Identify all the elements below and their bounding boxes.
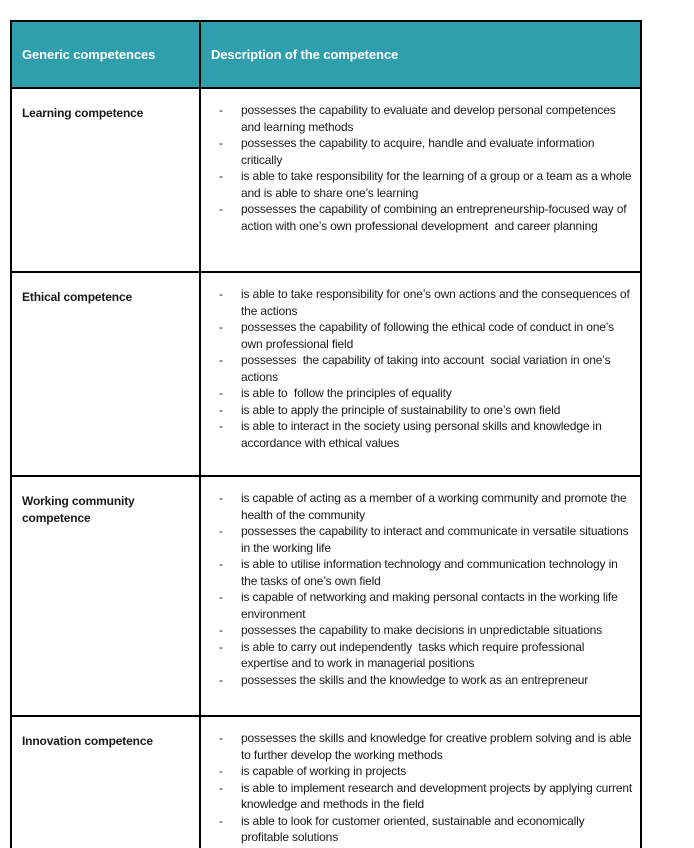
competence-row [11,88,641,272]
competences-table [10,20,642,848]
description-item [219,622,634,639]
description-item [219,102,634,135]
bullet-dash: - [219,386,223,400]
description-text: possesses the skills and knowledge for creative problem solving and is able to further develop the working methods [241,731,635,762]
competence-descriptions [200,716,641,848]
bullet-dash: - [219,287,223,301]
bullet-dash: - [219,813,223,828]
description-text: possesses the capability of taking into account social variation in one’s actions [241,353,614,384]
description-item [219,135,634,168]
description-text: is capable of networking and making personal contacts in the working life environment [241,590,621,621]
header-description-of-competence: Description of the competence [200,21,641,88]
description-item [219,286,634,319]
description-item [219,672,634,689]
description-item [219,813,634,846]
description-item [219,589,634,622]
bullet-dash: - [219,590,223,604]
description-item [219,556,634,589]
table-header-row [11,21,641,88]
description-text: possesses the capability to evaluate and develop personal competences and learning methods [241,103,619,134]
description-item [219,523,634,556]
competence-name: Innovation competence [11,716,200,848]
description-item [219,352,634,385]
description-text: possesses the capability of combining an entrepreneurship-focused way of action with one’s own professional development and career planning [241,202,630,233]
competence-descriptions [200,476,641,716]
competence-row [11,476,641,716]
bullet-dash: - [219,169,223,183]
description-text: is able to implement research and development projects by applying current knowledge and methods in the field [241,780,636,811]
competence-descriptions [200,88,641,272]
description-item [219,385,634,402]
description-item [219,402,634,419]
competence-row [11,272,641,476]
description-item [219,763,634,780]
description-text: possesses the skills and the knowledge to work as an entrepreneur [241,672,589,687]
bullet-dash: - [219,672,223,687]
bullet-dash: - [219,202,223,216]
description-item [219,780,634,813]
bullet-dash: - [219,557,223,571]
description-item [219,319,634,352]
description-text: is able to interact in the society using personal skills and knowledge in accordance with ethical values [241,419,605,450]
competence-row [11,716,641,848]
description-text: possesses the capability to acquire, handle and evaluate information critically [241,136,598,167]
bullet-dash: - [219,731,223,745]
description-item [219,418,634,451]
description-text: possesses the capability to make decisions in unpredictable situations [241,623,603,637]
bullet-dash: - [219,402,223,417]
competence-name: Ethical competence [11,272,200,476]
bullet-dash: - [219,524,223,538]
description-item [219,639,634,672]
description-text: is able to apply the principle of sustainability to one’s own field [241,402,561,417]
description-text: is able to look for customer oriented, sustainable and economically profitable solutions [241,813,588,844]
description-text: possesses the capability of following the ethical code of conduct in one’s own professional field [241,320,618,351]
description-text: is able to carry out independently tasks which require professional expertise and to work in managerial positions [241,639,588,670]
competence-name: Learning competence [11,88,200,272]
bullet-dash: - [219,103,223,117]
description-item [219,730,634,763]
competence-descriptions [200,272,641,476]
description-text: possesses the capability to interact and communicate in versatile situations in the working life [241,524,632,555]
bullet-dash: - [219,780,223,795]
bullet-dash: - [219,491,223,505]
description-item [219,168,634,201]
bullet-dash: - [219,136,223,150]
description-text: is able to take responsibility for the learning of a group or a team as a whole and is able to share one’s learning [241,169,635,200]
description-text: is capable of acting as a member of a working community and promote the health of the community [241,491,630,522]
description-text: is capable of working in projects [241,764,407,778]
description-item [219,201,634,234]
bullet-dash: - [219,764,223,778]
description-text: is able to take responsibility for one’s own actions and the consequences of the actions [241,287,633,318]
bullet-dash: - [219,320,223,334]
description-text: is able to follow the principles of equality [241,386,452,400]
header-generic-competences: Generic competences [11,21,200,88]
description-item [219,490,634,523]
bullet-dash: - [219,639,223,654]
competence-name: Working community competence [11,476,200,716]
bullet-dash: - [219,623,223,637]
bullet-dash: - [219,353,223,367]
bullet-dash: - [219,419,223,433]
description-text: is able to utilise information technology and communication technology in the tasks of one’s own field [241,557,621,588]
